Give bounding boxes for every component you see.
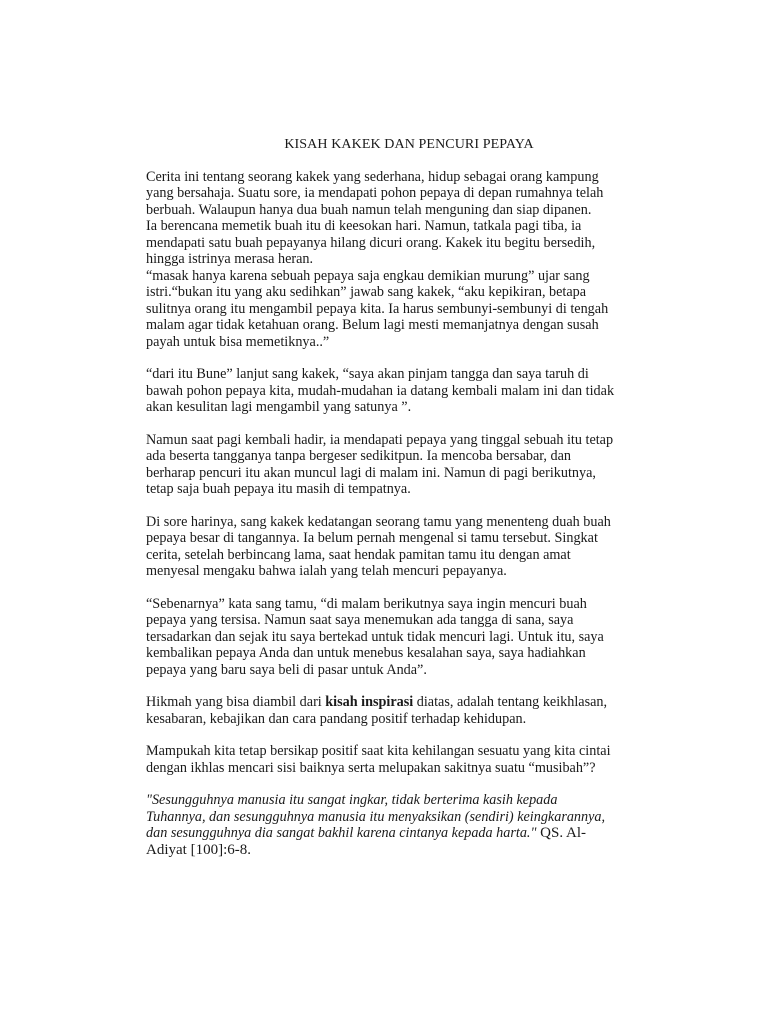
text-line: pepaya yang baru saya beli di pasar untuk Anda”. (146, 661, 427, 678)
hikmah-text-after: diatas, adalah tentang keikhlasan, (413, 694, 608, 710)
text-line: payah untuk bisa memetiknya..” (146, 333, 330, 350)
text-line: “dari itu Bune” lanjut sang kakek, “saya akan pinjam tangga dan saya taruh di (146, 366, 589, 382)
text-line: menyesal mengaku bahwa ialah yang telah mencuri pepayanya. (146, 563, 507, 579)
text-line: bawah pohon pepaya kita, mudah-mudahan ia datang kembali malam ini dan tidak (146, 382, 615, 399)
text-line: “masak hanya karena sebuah pepaya saja engkau demikian murung” ujar sang (146, 267, 590, 284)
verse-italic-end: dan sesungguhnya dia sangat bakhil karena cintanya kepada harta." (146, 825, 537, 841)
kisah-inspirasi-link-text: kisah inspirasi (325, 694, 414, 710)
text-line: “Sebenarnya” kata sang tamu, “di malam berikutnya saya ingin mencuri buah (146, 595, 587, 612)
text-line: pepaya besar di tangannya. Ia belum pernah mengenal si tamu tersebut. Singkat (146, 530, 598, 546)
verse-line: "Sesungguhnya manusia itu sangat ingkar, tidak berterima kasih kepada (146, 792, 558, 808)
text-line: pepaya yang tersisa. Namun saat saya menemukan ada tangga di sana, saya (146, 612, 574, 628)
text-line: yang bersahaja. Suatu sore, ia mendapati pohon pepaya di depan rumahnya telah (146, 185, 604, 201)
verse-paragraph (146, 792, 666, 858)
text-line: sulitnya orang itu mengambil pepaya kita. Ia harus sembunyi-sembunyi di tengah (146, 300, 609, 317)
text-line: tetap saja buah pepaya itu masih di tempatnya. (146, 481, 411, 497)
paragraph-1 (146, 169, 666, 351)
text-line: Mampukah kita tetap bersikap positif saat kita kehilangan sesuatu yang kita cintai (146, 743, 611, 759)
hikmah-paragraph (146, 694, 666, 727)
text-line: berbuah. Walaupun hanya dua buah namun telah menguning dan siap dipanen. (146, 201, 592, 218)
paragraph-2 (146, 366, 666, 416)
verse-line (146, 825, 666, 842)
verse-reference: Adiyat [100]:6-8. (146, 841, 251, 858)
text-line: hingga istrinya merasa heran. (146, 251, 314, 267)
text-line: tersadarkan dan sejak itu saya bertekad untuk tidak mencuri lagi. Untuk itu, saya (146, 628, 604, 645)
text-line: mendapati satu buah pepayanya hilang dicuri orang. Kakek itu begitu bersedih, (146, 234, 596, 251)
paragraph-5 (146, 596, 666, 679)
hikmah-text-before: Hikmah yang bisa diambil dari (146, 694, 326, 710)
text-line: cerita, setelah berbincang lama, saat hendak pamitan tamu itu dengan amat (146, 546, 571, 563)
text-line: dengan ikhlas mencari sisi baiknya serta melupakan sakitnya suatu “musibah”? (146, 759, 596, 776)
text-line: Cerita ini tentang seorang kakek yang sederhana, hidup sebagai orang kampung (146, 168, 599, 185)
paragraph-4 (146, 514, 666, 580)
paragraph-3 (146, 432, 666, 498)
text-line: kesabaran, kebajikan dan cara pandang positif terhadap kehidupan. (146, 710, 527, 727)
text-line: malam agar tidak ketahuan orang. Belum lagi mesti memanjatnya dengan susah (146, 317, 599, 333)
closing-paragraph (146, 743, 666, 776)
text-line: akan kesulitan lagi mengambil yang satunya ”. (146, 399, 412, 415)
document-title: KISAH KAKEK DAN PENCURI PEPAYA (284, 137, 534, 152)
verse-reference-start: QS. Al- (536, 825, 587, 841)
text-line: ada beserta tangganya tanpa bergeser sedikitpun. Ia mencoba bersabar, dan (146, 448, 572, 464)
text-line: berharap pencuri itu akan muncul lagi di malam ini. Namun di pagi berikutnya, (146, 464, 596, 481)
text-line (146, 694, 666, 711)
text-line: istri.“bukan itu yang aku sedihkan” jawab sang kakek, “aku kepikiran, betapa (146, 284, 587, 300)
text-line: Namun saat pagi kembali hadir, ia mendapati pepaya yang tinggal sebuah itu tetap (146, 431, 614, 448)
text-line: kembalikan pepaya Anda dan untuk menebus kesalahan saya, saya hadiahkan (146, 645, 586, 661)
text-line: Ia berencana memetik buah itu di keesokan hari. Namun, tatkala pagi tiba, ia (146, 218, 582, 234)
text-line: Di sore harinya, sang kakek kedatangan seorang tamu yang menenteng duah buah (146, 513, 611, 530)
verse-line: Tuhannya, dan sesungguhnya manusia itu menyaksikan (sendiri) keingkarannya, (146, 808, 606, 825)
document-body (146, 137, 666, 874)
